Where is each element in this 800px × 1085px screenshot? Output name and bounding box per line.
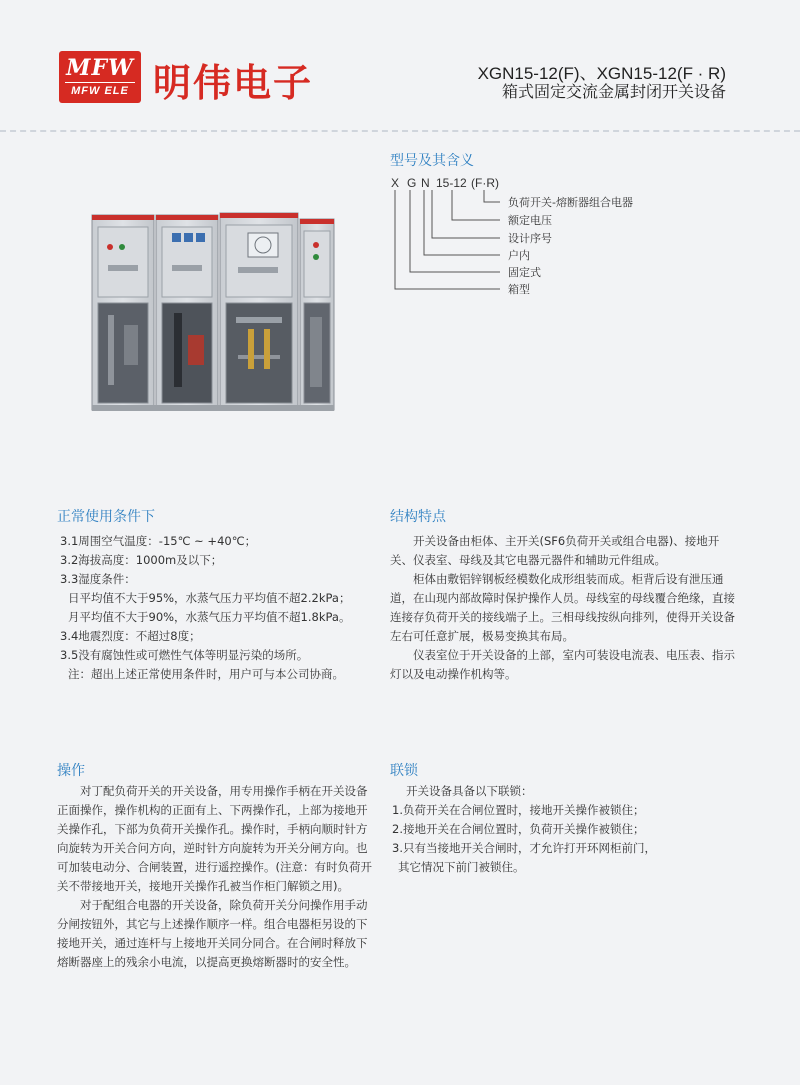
structure-text xyxy=(390,532,736,684)
code-rating: 15-12 xyxy=(436,176,467,190)
annotation-fixed-type: 固定式 xyxy=(508,266,541,279)
annotation-box-type: 箱型 xyxy=(508,283,530,296)
logo-mark: MFW xyxy=(66,55,134,81)
annotation-indoor: 户内 xyxy=(508,249,530,262)
interlock-item-2: 2.接地开关在合闸位置时，负荷开关操作被锁住； xyxy=(392,822,645,836)
condition-note: 注：超出上述正常使用条件时，用户可与本公司协商。 xyxy=(68,667,344,681)
condition-humidity-daily: 日平均值不大于95%，水蒸气压力平均值不超2.2kPa； xyxy=(68,591,351,605)
interlock-item-3-cont: 其它情况下前门被锁住。 xyxy=(398,860,525,874)
logo-subtext: MFW ELE xyxy=(71,85,129,97)
code-variant: (F·R) xyxy=(471,176,499,190)
interlock-item-3: 3.只有当接地开关合闸时，才允许打开环网柜前门， xyxy=(392,841,656,855)
code-char-x: X xyxy=(391,176,400,190)
product-description-title: 箱式固定交流金属封闭开关设备 xyxy=(501,82,726,101)
operation-title: 操作 xyxy=(57,763,85,779)
interlock-intro: 开关设备具备以下联锁： xyxy=(406,784,533,798)
operation-paragraph-2: 对于配组合电器的开关设备，除负荷开关分问操作用手动分闸按钮外，其它与上述操作顺序一样。组合电器柜另设的下接地开关，通过连杆与上接地开关同分同合。在合闸时释放下熔断器座上的残余小电流，以提高更换熔断器时的安全性。 xyxy=(57,898,368,969)
product-model-title: XGN15-12(F)、XGN15-12(F · R) xyxy=(477,64,726,83)
logo-divider xyxy=(65,82,135,83)
condition-humidity: 3.3湿度条件： xyxy=(60,572,136,586)
condition-altitude: 3.2海拔高度：1000m及以下； xyxy=(60,553,223,567)
structure-paragraph-2: 柜体由敷铝锌钢板经模数化成形组装而成。柜背后设有泄压通道，在山现内部故障时保护操作人员。母线室的母线覆合绝缘，直接连接存负荷开关的接线端子上。三相母线按纵向排列，使得开关设备左右可任意扩展，极易变换其布局。 xyxy=(390,572,735,643)
code-char-n: N xyxy=(421,176,430,190)
switchgear-product-image xyxy=(88,205,338,417)
interlock-list xyxy=(392,782,732,877)
condition-temperature: 3.1周围空气温度：-15℃ ~ +40℃； xyxy=(60,534,257,548)
operation-text xyxy=(57,782,375,972)
structure-paragraph-3: 仪表室位于开关设备的上部，室内可装设电流表、电压表、指示灯以及电动操作机构等。 xyxy=(390,648,735,681)
condition-humidity-monthly: 月平均值不大于90%，水蒸气压力平均值不超1.8kPa。 xyxy=(68,610,351,624)
interlock-item-1: 1.负荷开关在合闸位置时，接地开关操作被锁住； xyxy=(392,803,645,817)
structure-paragraph-1: 开关设备由柜体、主开关(SF6负荷开关或组合电器)、接地开关、仪表室、母线及其它电器元器件和辅助元件组成。 xyxy=(390,534,720,567)
annotation-rated-voltage: 额定电压 xyxy=(508,214,552,227)
company-logo xyxy=(59,51,141,103)
model-section-title: 型号及其含义 xyxy=(390,153,474,169)
header-divider xyxy=(0,130,800,132)
operation-paragraph-1: 对丁配负荷开关的开关设备，用专用操作手柄在开关设备正面操作，操作机构的正面有上、下两操作孔，上部为接地开关操作孔，下部为负荷开关操作孔。操作时，手柄向顺时针方向旋转为开关合问方向，逆时针方向旋转为开关分闸方向。也可加装电动分、合闸装置，进行遥控操作。(注意：有时负荷开关不带接地开关，接地开关操作孔被当作柜门解锁之用)。 xyxy=(57,784,372,893)
conditions-title: 正常使用条件下 xyxy=(57,509,155,525)
annotation-design-number: 设计序号 xyxy=(508,232,552,245)
annotation-load-switch-fuse: 负荷开关-熔断器组合电器 xyxy=(508,196,633,209)
condition-pollution: 3.5没有腐蚀性或可燃性气体等明显污染的场所。 xyxy=(60,648,309,662)
code-char-g: G xyxy=(407,176,417,190)
condition-seismic: 3.4地震烈度：不超过8度； xyxy=(60,629,201,643)
interlock-title: 联锁 xyxy=(390,763,418,779)
brand-name: 明伟电子 xyxy=(153,61,314,105)
conditions-list xyxy=(60,532,380,684)
model-code-leader-lines xyxy=(390,190,510,295)
structure-title: 结构特点 xyxy=(390,509,446,525)
